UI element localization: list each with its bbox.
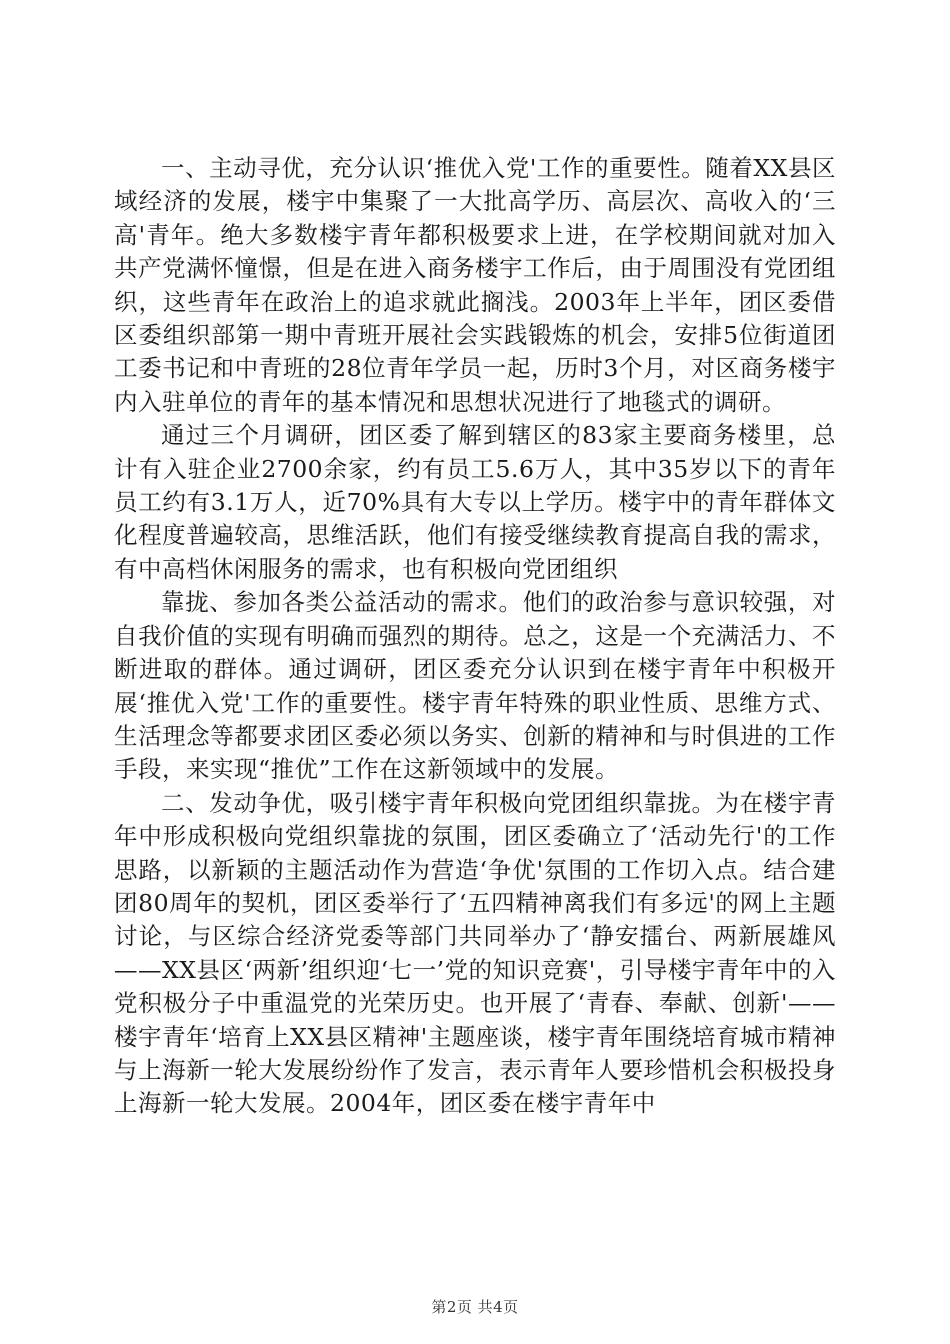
document-body bbox=[114, 152, 836, 1121]
page-footer: 第2页 共4页 bbox=[431, 1298, 519, 1316]
paragraph-3: 靠拢、参加各类公益活动的需求。他们的政治参与意识较强，对自我价值的实现有明确而强烈的期待。总之，这是一个充满活力、不断进取的群体。通过调研，团区委充分认识到在楼宇青年中积极开展‘推优入党'工作的重要性。楼宇青年特殊的职业性质、思维方式、生活理念等都要求团区委必须以务实、创新的精神和与时俱进的工作手段，来实现“推优”工作在这新领域中的发展。 bbox=[114, 588, 836, 784]
paragraph-4: 二、发动争优，吸引楼宇青年积极向党团组织靠拢。为在楼宇青年中形成积极向党组织靠拢的氛围，团区委确立了‘活动先行'的工作思路，以新颖的主题活动作为营造‘争优'氛围的工作切入点。结合建团80周年的契机，团区委举行了‘五四精神离我们有多远'的网上主题讨论，与区综合经济党委等部门共同举办了‘静安擂台、两新展雄风——XX县区‘两新’组织迎‘七一’党的知识竞赛'，引导楼宇青年中的入党积极分子中重温党的光荣历史。也开展了‘青春、奉献、创新'——楼宇青年‘培育上XX县区精神'主题座谈，楼宇青年围绕培育城市精神与上海新一轮大发展纷纷作了发言，表示青年人要珍惜机会积极投身上海新一轮大发展。2004年，团区委在楼宇青年中 bbox=[114, 788, 836, 1118]
paragraph-2: 通过三个月调研，团区委了解到辖区的83家主要商务楼里，总计有入驻企业2700余家，约有员工5.6万人，其中35岁以下的青年员工约有3.1万人，近70%具有大专以上学历。楼宇中的青年群体文化程度普遍较高，思维活跃，他们有接受继续教育提高自我的需求，有中高档休闲服务的需求，也有积极向党团组织 bbox=[114, 421, 836, 583]
paragraph-1: 一、主动寻优，充分认识‘推优入党'工作的重要性。随着XX县区域经济的发展，楼宇中集聚了一大批高学历、高层次、高收入的‘三高'青年。绝大多数楼宇青年都积极要求上进，在学校期间就对加入共产党满怀憧憬，但是在进入商务楼宇工作后，由于周围没有党团组织，这些青年在政治上的追求就此搁浅。2003年上半年，团区委借区委组织部第一期中青班开展社会实践锻炼的机会，安排5位街道团工委书记和中青班的28位青年学员一起，历时3个月，对区商务楼宇内入驻单位的青年的基本情况和思想状况进行了地毯式的调研。 bbox=[114, 154, 836, 416]
